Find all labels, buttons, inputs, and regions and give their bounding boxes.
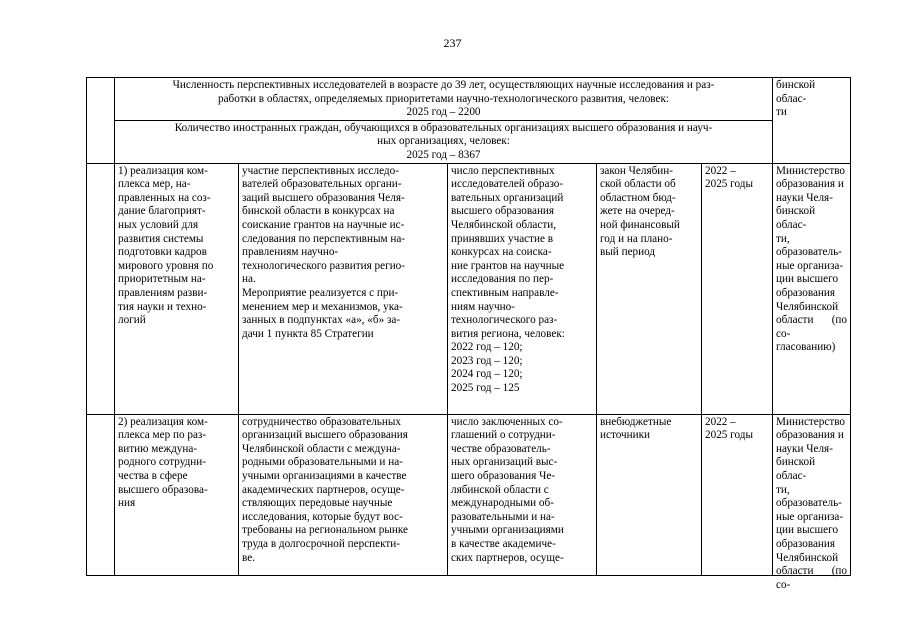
indicator-cell: число заключенных со- глашений о сотрудни- честве образователь- ных организаций выс- шего образования Че- лябинской области с международными об- разовательными и на- учными организациями в качестве академиче- ских партнеров, осуще- [448, 414, 597, 575]
task-cell: 2) реализация ком- плекса мер по раз- витию междуна- родного сотрудни- чества в сфере высшего образова- ния [115, 414, 239, 575]
table-row-indicator-2 [87, 120, 851, 163]
target-indicator-2: Количество иностранных граждан, обучающихся в образовательных организациях высшего образования и науч- ных организациях, человек: 2025 год – 8367 [115, 120, 773, 163]
funding-source-cell: внебюджетные источники [597, 414, 702, 575]
activity-cell: сотрудничество образовательных организаций высшего образования Челябинской области с междуна- родными образовательными и на- учными организациями в качестве академических партнеров, осуще- ствляющих передовые научные исследования, которые будут вос- требованы на региональном рынке труда в долгосрочной перспекти- ве. [239, 414, 448, 575]
period-cell: 2022 – 2025 годы [702, 163, 773, 414]
measures-table [86, 77, 851, 591]
indicator-cell: число перспективных исследователей образо- вательных организаций высшего образования Челябинской области, принявших участие в конкурсах на соиска- ние грантов на научные исследования по пер- спективным направле- ниям научно- технологического раз- вития региона, человек: 2022 год – 120; 2023 год – 120; 2024 год – 120; 2025 год – 125 [448, 163, 597, 414]
responsible-continuation: бинской облас- ти [776, 79, 816, 119]
table-row [87, 414, 851, 575]
table-row [87, 163, 851, 414]
table-row-indicator-1 [87, 78, 851, 121]
funding-source-cell: закон Челябин- ской области об областном бюд- жете на очеред- ной финансовый год и на плано- вый период [597, 163, 702, 414]
number-cell [87, 414, 115, 575]
number-cell [87, 163, 115, 414]
number-cell [87, 78, 115, 164]
page-number: 237 [443, 36, 462, 50]
responsible-continuation-cell [773, 78, 851, 164]
activity-cell: участие перспективных исследо- вателей образовательных органи- заций высшего образования Челя- бинской области в конкурсах на соискание грантов на научные ис- следования по перспективным на- правлениям научно- технологического развития регио- на. Мероприятие реализуется с при- менением мер и механизмов, ука- занных в подпунктах «а», «б» за- дачи 1 пункта 85 Стратегии [239, 163, 448, 414]
target-indicator-1: Численность перспективных исследователей в возрасте до 39 лет, осуществляющих научные исследования и раз- работки в областях, определяемых приоритетами научно-технологического развития, человек: 2025 год – 2200 [115, 78, 773, 121]
period-cell: 2022 – 2025 годы [702, 414, 773, 575]
responsible-cell: Министерство образования и науки Челя- бинской облас- ти, образователь- ные организа- ции высшего образования Челябинской области (по со- гласованию) [773, 163, 851, 414]
task-cell: 1) реализация ком- плекса мер, на- правленных на соз- дание благоприят- ных условий для развития системы подготовки кадров мирового уровня по приоритетным на- правлениям разви- тия науки и техно- логий [115, 163, 239, 414]
responsible-cell: Министерство образования и науки Челя- бинской облас- ти, образователь- ные организа- ции высшего образования Челябинской области (по со- [773, 414, 851, 575]
